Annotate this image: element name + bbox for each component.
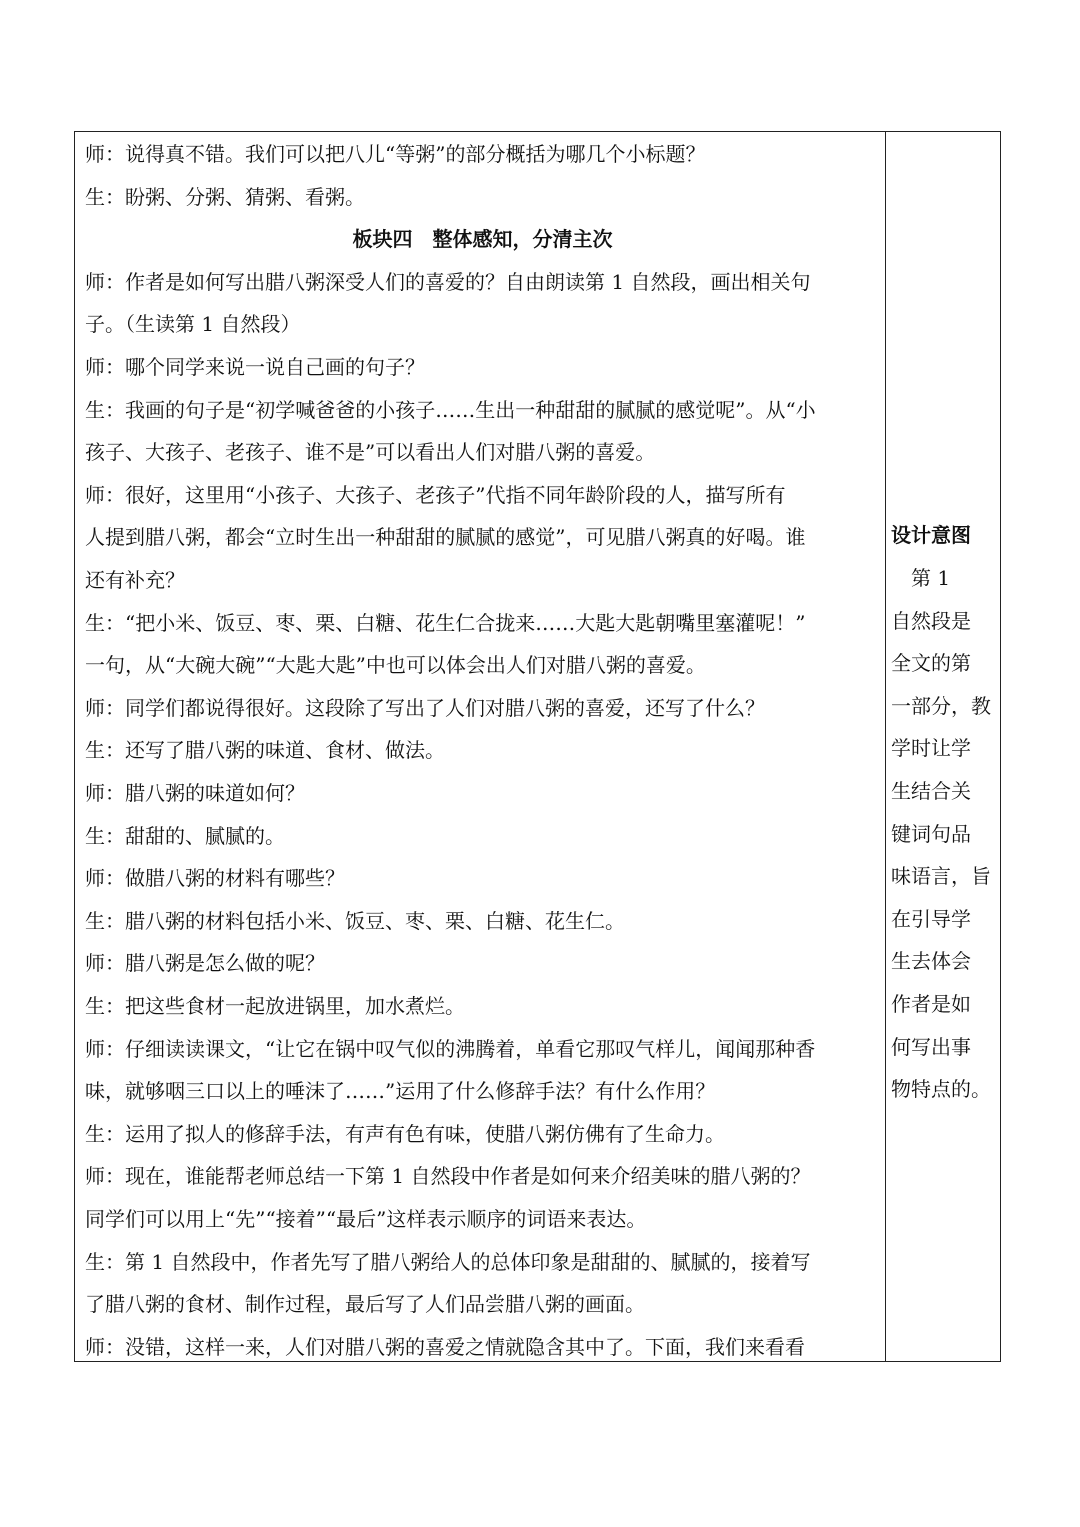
- dialogue-line: 师：现在，谁能帮老师总结一下第 1 自然段中作者是如何来介绍美味的腊八粥的？: [85, 1164, 811, 1189]
- dialogue-line: 生：腊八粥的材料包括小米、饭豆、枣、栗、白糖、花生仁。: [85, 908, 625, 933]
- dialogue-line: 师：腊八粥是怎么做的呢？: [85, 951, 325, 976]
- dialogue-line: 师：做腊八粥的材料有哪些？: [85, 866, 345, 891]
- dialogue-line: 子。（生读第 1 自然段）: [85, 312, 301, 337]
- design-intent-line: 作者是如: [891, 992, 971, 1016]
- design-intent-line: 生去体会: [891, 949, 971, 974]
- design-intent-title: 设计意图: [891, 523, 971, 547]
- design-intent-line: 学时让学: [891, 736, 971, 761]
- dialogue-line: 生：第 1 自然段中，作者先写了腊八粥给人的总体印象是甜甜的、腻腻的，接着写: [85, 1249, 811, 1274]
- dialogue-line: 生：把这些食材一起放进锅里，加水煮烂。: [85, 994, 465, 1018]
- dialogue-line: 师：仔细读读课文，“让它在锅中叹气似的沸腾着，单看它那叹气样儿，闻闻那种香: [85, 1036, 816, 1061]
- dialogue-line: 生：甜甜的、腻腻的。: [85, 823, 285, 848]
- dialogue-line: 生：“把小米、饭豆、枣、栗、白糖、花生仁合拢来……大匙大匙朝嘴里塞灌呢！”: [85, 610, 806, 635]
- dialogue-line: 师：说得真不错。我们可以把八儿“等粥”的部分概括为哪几个小标题？: [85, 142, 706, 166]
- dialogue-line: 生：还写了腊八粥的味道、食材、做法。: [85, 738, 445, 763]
- dialogue-line: 人提到腊八粥，都会“立时生出一种甜甜的腻腻的感觉”，可见腊八粥真的好喝。谁: [85, 525, 806, 550]
- dialogue-line: 师：很好，这里用“小孩子、大孩子、老孩子”代指不同年龄阶段的人，描写所有: [85, 482, 786, 507]
- lesson-table: [74, 131, 1001, 1362]
- dialogue-line: 孩子、大孩子、老孩子、谁不是”可以看出人们对腊八粥的喜爱。: [85, 440, 656, 465]
- design-intent-line: 一部分，教: [891, 693, 991, 718]
- design-intent-line: 全文的第: [891, 651, 971, 676]
- dialogue-line: 了腊八粥的食材、制作过程，最后写了人们品尝腊八粥的画面。: [85, 1292, 645, 1317]
- design-intent-line: 味语言，旨: [891, 864, 991, 889]
- dialogue-line: 师：作者是如何写出腊八粥深受人们的喜爱的？自由朗读第 1 自然段，画出相关句: [85, 269, 811, 294]
- column-divider: [885, 132, 886, 1361]
- dialogue-line: 还有补充？: [85, 568, 185, 592]
- dialogue-line: 生：运用了拟人的修辞手法，有声有色有味，使腊八粥仿佛有了生命力。: [85, 1121, 725, 1146]
- dialogue-line: 生：盼粥、分粥、猜粥、看粥。: [85, 184, 365, 209]
- design-intent-line: 自然段是: [891, 608, 971, 633]
- design-intent-line: 在引导学: [891, 906, 971, 931]
- dialogue-line: 师：没错，这样一来，人们对腊八粥的喜爱之情就隐含其中了。下面，我们来看看: [85, 1334, 805, 1359]
- design-intent-line: 何写出事: [891, 1034, 971, 1059]
- dialogue-line: 师：腊八粥的味道如何？: [85, 781, 305, 805]
- dialogue-line: 生：我画的句子是“初学喊爸爸的小孩子……生出一种甜甜的腻腻的感觉呢”。从“小: [85, 397, 816, 422]
- design-intent-line: 键词句品: [891, 821, 971, 846]
- dialogue-line: 味，就够咽三口以上的唾沫了……”运用了什么修辞手法？有什么作用？: [85, 1079, 716, 1104]
- section-heading: 板块四 整体感知，分清主次: [352, 227, 613, 252]
- design-intent-line: 物特点的。: [891, 1077, 991, 1102]
- design-intent-line: 生结合关: [891, 779, 971, 803]
- dialogue-line: 同学们可以用上“先”“接着”“最后”这样表示顺序的词语来表达。: [85, 1207, 647, 1231]
- dialogue-line: 一句，从“大碗大碗”“大匙大匙”中也可以体会出人们对腊八粥的喜爱。: [85, 653, 706, 678]
- dialogue-line: 师：同学们都说得很好。这段除了写出了人们对腊八粥的喜爱，还写了什么？: [85, 695, 765, 720]
- dialogue-line: 师：哪个同学来说一说自己画的句子？: [85, 355, 425, 379]
- design-intent-line: 第 1: [891, 566, 951, 590]
